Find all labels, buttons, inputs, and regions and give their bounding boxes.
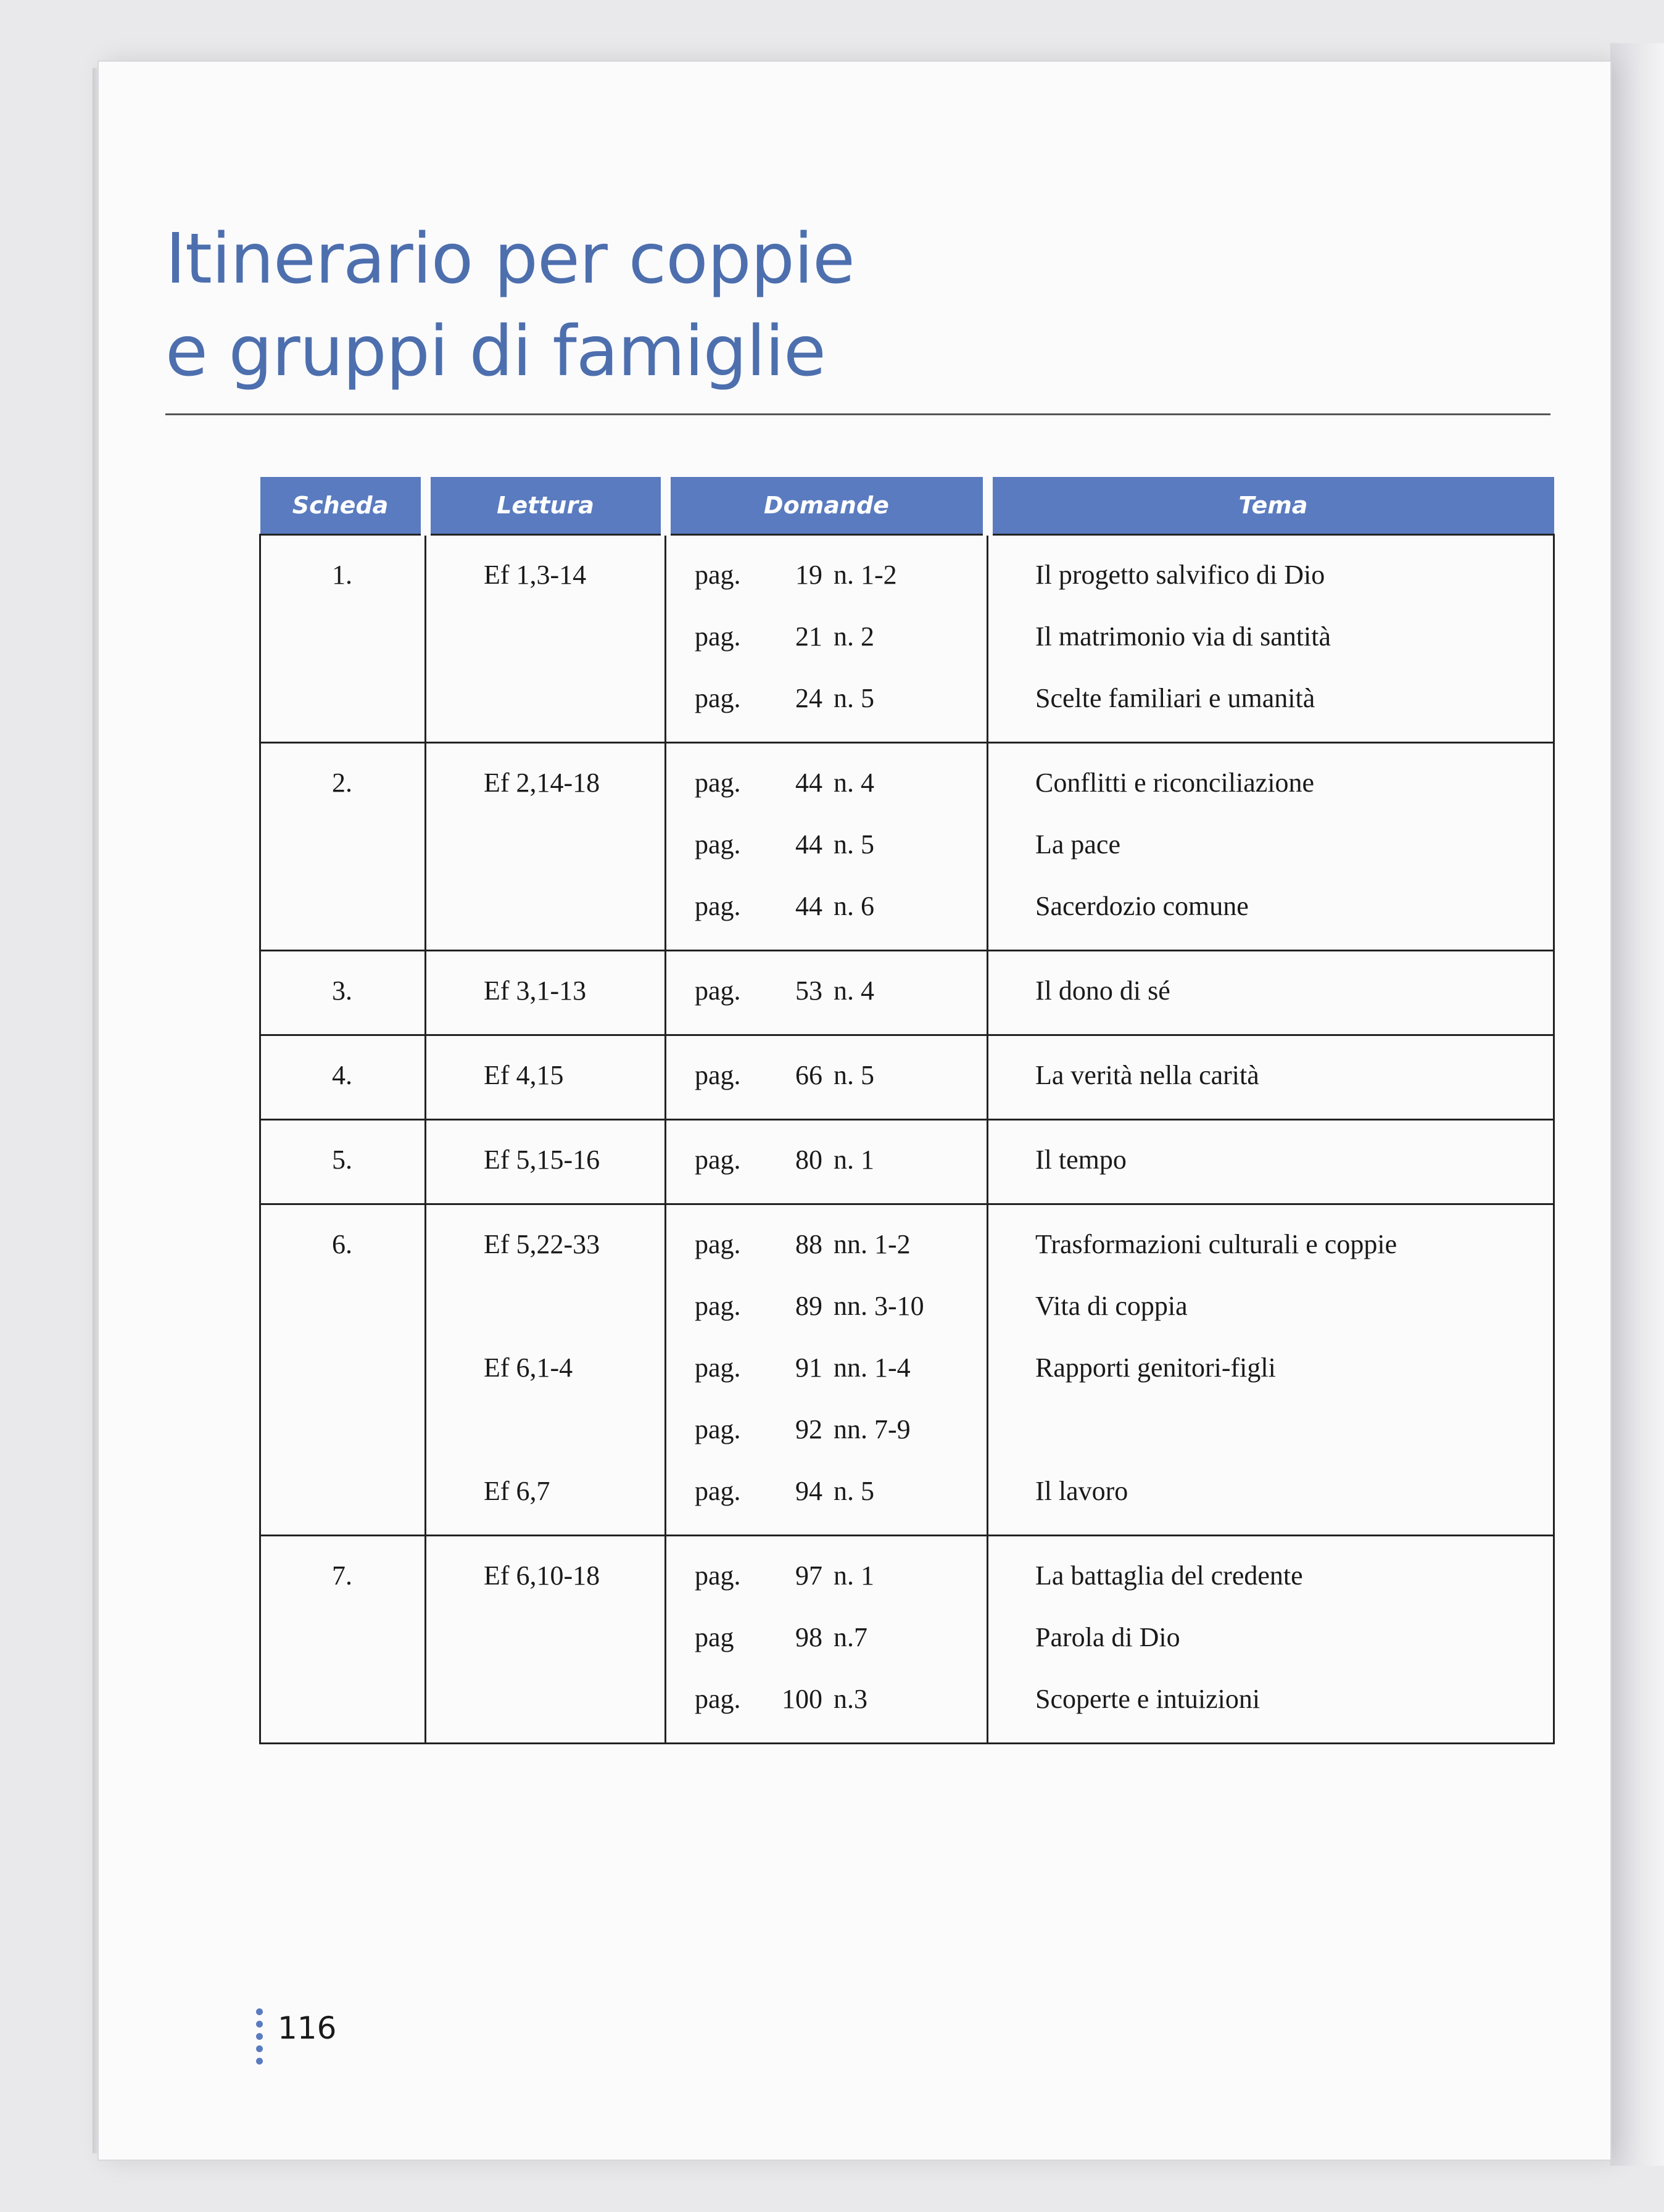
lettura-ref <box>426 606 664 668</box>
scheda-number: 2. <box>332 768 352 798</box>
lettura-ref: Ef 1,3-14 <box>484 560 587 590</box>
scheda-cell <box>260 743 426 951</box>
domande-ref <box>666 1045 987 1106</box>
pag-number: 91 <box>795 1352 822 1383</box>
pag-label: pag. <box>695 1145 741 1175</box>
tema-text: Il matrimonio via di santità <box>1035 621 1331 652</box>
scheda-number: 6. <box>332 1229 352 1259</box>
question-number: n. 1 <box>834 1560 874 1591</box>
scheda-number: 1. <box>332 560 352 590</box>
lettura-ref: Ef 6,10-18 <box>484 1560 600 1591</box>
pag-number: 21 <box>795 621 822 652</box>
domande-ref <box>666 1668 987 1730</box>
table-row <box>260 1204 1554 1536</box>
tema-text: La battaglia del credente <box>1035 1560 1303 1591</box>
lettura-ref <box>426 668 664 729</box>
pag-label: pag. <box>695 1352 741 1383</box>
pag-label: pag. <box>695 683 741 713</box>
pag-label: pag. <box>695 891 741 921</box>
header-lettura: Lettura <box>426 477 666 535</box>
tema-text: Conflitti e riconciliazione <box>1035 768 1315 798</box>
domande-cell <box>666 1035 988 1120</box>
question-number: nn. 1-4 <box>834 1352 911 1383</box>
question-number: n. 2 <box>834 621 874 652</box>
header-scheda: Scheda <box>260 477 426 535</box>
domande-ref <box>666 544 987 606</box>
domande-ref <box>666 606 987 668</box>
tema-cell <box>988 1035 1554 1120</box>
pag-label: pag. <box>695 621 741 652</box>
lettura-cell <box>426 1204 666 1536</box>
lettura-ref: Ef 5,22-33 <box>484 1229 600 1259</box>
tema-cell <box>988 1204 1554 1536</box>
domande-ref <box>666 1607 987 1668</box>
scheda-cell <box>260 1035 426 1120</box>
pag-number: 92 <box>795 1414 822 1444</box>
tema-text: Sacerdozio comune <box>1035 891 1249 921</box>
lettura-ref: Ef 2,14-18 <box>484 768 600 798</box>
tema-text: Il lavoro <box>1035 1476 1128 1506</box>
pag-number: 89 <box>795 1291 822 1321</box>
question-number: n. 6 <box>834 891 874 921</box>
question-number: n. 5 <box>834 1476 874 1506</box>
tema-text: Rapporti genitori-figli <box>1035 1352 1276 1383</box>
tema-text: Il dono di sé <box>1035 976 1170 1006</box>
domande-ref <box>666 1460 987 1522</box>
tema-cell <box>988 951 1554 1035</box>
question-number: n. 5 <box>834 683 874 713</box>
title-line-1: Itinerario per coppie <box>165 219 855 299</box>
header-domande: Domande <box>666 477 988 535</box>
lettura-ref <box>426 1668 664 1730</box>
tema-cell <box>988 1120 1554 1204</box>
scheda-number: 3. <box>332 976 352 1006</box>
lettura-cell <box>426 1035 666 1120</box>
question-number: n. 1-2 <box>834 560 897 590</box>
tema-cell <box>988 535 1554 743</box>
tema-text: Il progetto salvifico di Dio <box>1035 560 1325 590</box>
pag-number: 98 <box>795 1622 822 1652</box>
pag-number: 94 <box>795 1476 822 1506</box>
pag-label: pag. <box>695 768 741 798</box>
scheda-cell <box>260 1120 426 1204</box>
question-number: n.7 <box>834 1622 867 1652</box>
question-number: nn. 1-2 <box>834 1229 911 1259</box>
lettura-cell <box>426 951 666 1035</box>
lettura-ref: Ef 3,1-13 <box>484 976 587 1006</box>
lettura-ref <box>426 1275 664 1337</box>
table-row <box>260 535 1554 743</box>
tema-text: Vita di coppia <box>1035 1291 1188 1321</box>
question-number: n. 5 <box>834 1060 874 1090</box>
scheda-number: 5. <box>332 1145 352 1175</box>
header-tema: Tema <box>988 477 1554 535</box>
tema-text: Trasformazioni culturali e coppie <box>1035 1229 1397 1259</box>
pag-label: pag. <box>695 1060 741 1090</box>
pag-label: pag. <box>695 560 741 590</box>
table-row <box>260 951 1554 1035</box>
title-divider <box>165 413 1550 415</box>
question-number: n. 4 <box>834 976 874 1006</box>
pag-label: pag. <box>695 1414 741 1444</box>
tema-text: Scelte familiari e umanità <box>1035 683 1315 713</box>
question-number: n.3 <box>834 1684 867 1714</box>
domande-cell <box>666 951 988 1035</box>
scheda-cell <box>260 1536 426 1744</box>
tema-text: Scoperte e intuizioni <box>1035 1684 1260 1714</box>
pag-number: 97 <box>795 1560 822 1591</box>
lettura-ref: Ef 5,15-16 <box>484 1145 600 1175</box>
page-number-dots <box>256 2008 265 2070</box>
pag-number: 19 <box>795 560 822 590</box>
itinerary-table <box>259 477 1555 1744</box>
lettura-cell <box>426 1536 666 1744</box>
table-header-row <box>260 477 1554 535</box>
lettura-ref <box>426 876 664 937</box>
pag-label: pag. <box>695 1684 741 1714</box>
domande-ref <box>666 960 987 1022</box>
scheda-cell <box>260 535 426 743</box>
pag-label: pag. <box>695 976 741 1006</box>
question-number: n. 1 <box>834 1145 874 1175</box>
facing-page-edge <box>1610 43 1664 2166</box>
table-row <box>260 1536 1554 1744</box>
pag-label: pag <box>695 1622 734 1652</box>
domande-cell <box>666 1120 988 1204</box>
pag-label: pag. <box>695 1229 741 1259</box>
domande-cell <box>666 1204 988 1536</box>
question-number: n. 4 <box>834 768 874 798</box>
lettura-cell <box>426 1120 666 1204</box>
lettura-ref <box>426 1399 664 1460</box>
pag-number: 44 <box>795 891 822 921</box>
scheda-cell <box>260 1204 426 1536</box>
domande-cell <box>666 743 988 951</box>
lettura-ref: Ef 6,1-4 <box>484 1352 573 1383</box>
pag-number: 80 <box>795 1145 822 1175</box>
tema-text: La pace <box>1035 829 1120 860</box>
pag-number: 66 <box>795 1060 822 1090</box>
pag-number: 44 <box>795 829 822 860</box>
tema-text: Parola di Dio <box>1035 1622 1180 1652</box>
scheda-number: 4. <box>332 1060 352 1090</box>
pag-number: 53 <box>795 976 822 1006</box>
domande-ref <box>666 1214 987 1275</box>
pag-number: 24 <box>795 683 822 713</box>
pag-number: 100 <box>782 1684 822 1714</box>
scheda-number: 7. <box>332 1560 352 1591</box>
pag-label: pag. <box>695 1291 741 1321</box>
table-row <box>260 1035 1554 1120</box>
domande-ref <box>666 1399 987 1460</box>
lettura-ref: Ef 4,15 <box>484 1060 564 1090</box>
domande-ref <box>666 668 987 729</box>
question-number: nn. 3-10 <box>834 1291 924 1321</box>
domande-ref <box>666 1337 987 1399</box>
tema-text <box>988 1399 1553 1460</box>
lettura-ref: Ef 6,7 <box>484 1476 550 1506</box>
table-row <box>260 1120 1554 1204</box>
domande-ref <box>666 1275 987 1337</box>
pag-label: pag. <box>695 1560 741 1591</box>
domande-ref <box>666 1545 987 1607</box>
tema-cell <box>988 743 1554 951</box>
lettura-cell <box>426 535 666 743</box>
lettura-ref <box>426 1607 664 1668</box>
pag-number: 88 <box>795 1229 822 1259</box>
domande-ref <box>666 814 987 876</box>
domande-ref <box>666 752 987 814</box>
tema-text: La verità nella carità <box>1035 1060 1259 1090</box>
domande-cell <box>666 1536 988 1744</box>
tema-cell <box>988 1536 1554 1744</box>
page-number: 116 <box>278 2010 337 2046</box>
pag-label: pag. <box>695 829 741 860</box>
scheda-cell <box>260 951 426 1035</box>
question-number: n. 5 <box>834 829 874 860</box>
tema-text: Il tempo <box>1035 1145 1127 1175</box>
pag-number: 44 <box>795 768 822 798</box>
domande-ref <box>666 1129 987 1191</box>
pag-label: pag. <box>695 1476 741 1506</box>
lettura-ref <box>426 814 664 876</box>
page-title <box>165 213 855 398</box>
domande-ref <box>666 876 987 937</box>
title-line-2: e gruppi di famiglie <box>165 312 826 392</box>
question-number: nn. 7-9 <box>834 1414 911 1444</box>
lettura-cell <box>426 743 666 951</box>
table-row <box>260 743 1554 951</box>
domande-cell <box>666 535 988 743</box>
